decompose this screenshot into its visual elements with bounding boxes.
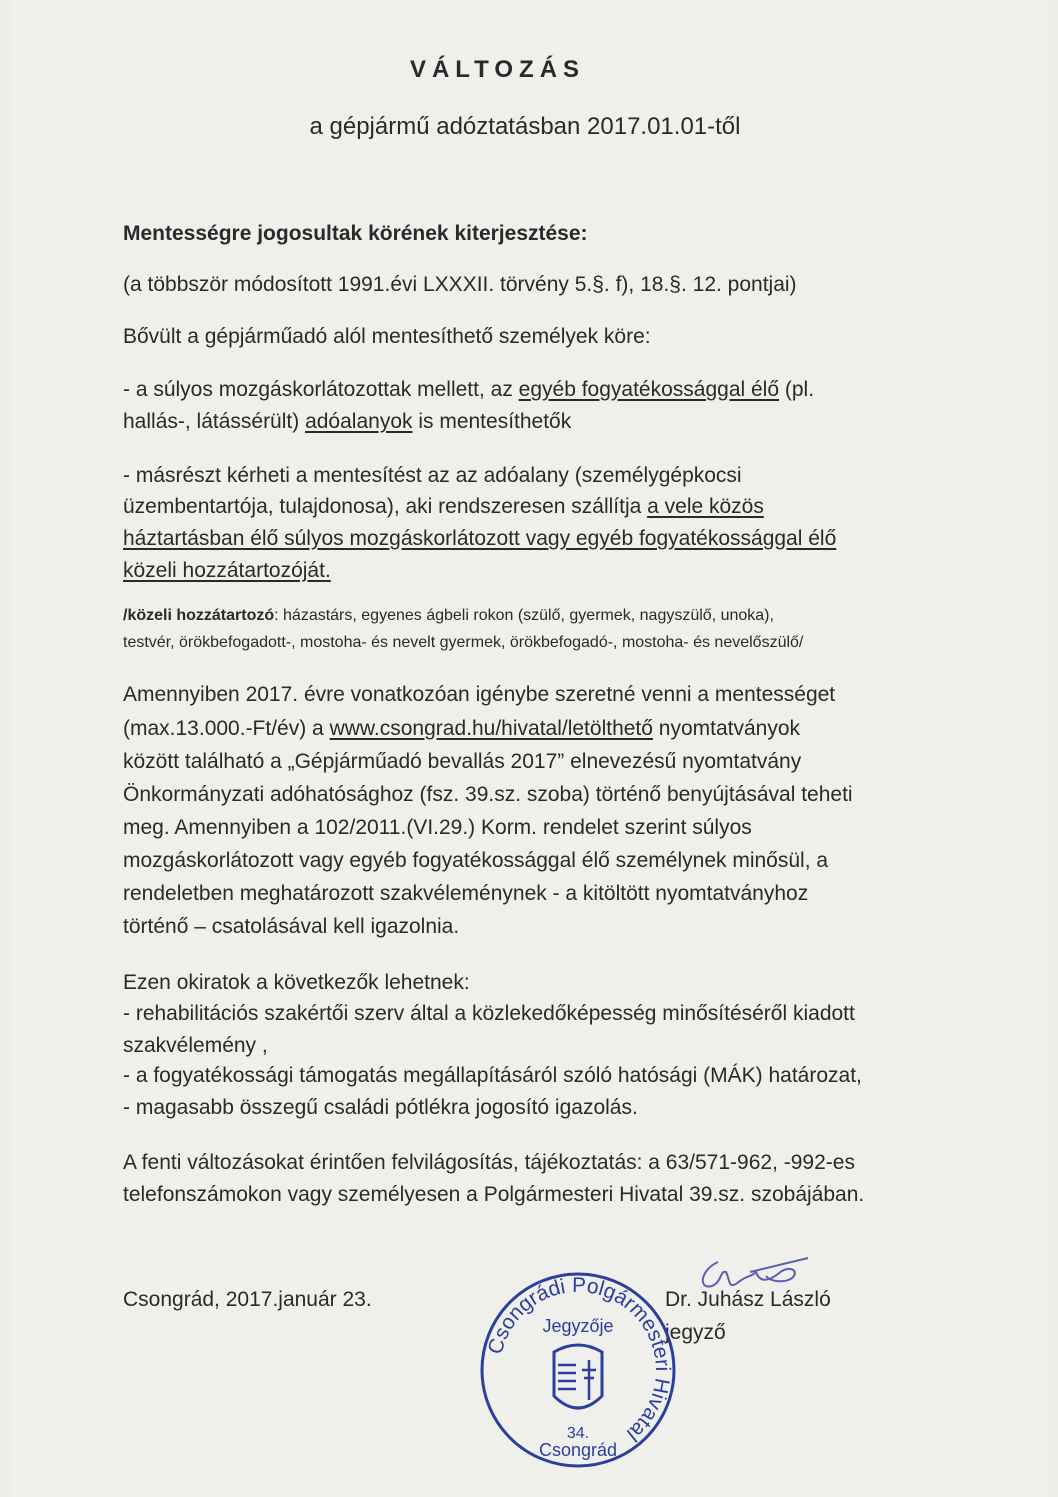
text-line [123,882,808,906]
text-segment: is mentesíthetők [412,410,572,433]
text-line [123,971,470,995]
svg-text:Jegyzője: Jegyzője [542,1316,614,1336]
underlined-text: a vele közös [647,495,764,518]
text-segment: - magasabb összegű családi pótlékra jogosító igazolás. [123,1096,638,1119]
text-line [123,559,331,583]
text-line [123,1002,855,1026]
text-line [123,464,742,488]
text-line [123,1034,268,1058]
text-line [123,495,764,519]
underlined-text: háztartásban élő súlyos mozgáskorlátozott vagy egyéb fogyatékossággal élő [123,527,837,550]
text-line [123,849,828,873]
website-link[interactable]: www.csongrad.hu/hivatal/letölthető [329,717,653,740]
text-segment: testvér, örökbefogadott-, mostoha- és nevelt gyermek, örökbefogadó-, mostoha- és nevelőszülő/ [123,634,804,651]
text-segment: /közeli hozzátartozó [123,607,275,624]
document-subtitle: a gépjármű adóztatásban 2017.01.01-től [309,113,741,140]
text-segment: A fenti változásokat érintően felvilágosítás, tájékoztatás: a 63/571-962, -992-es [123,1151,855,1174]
underlined-text: adóalanyok [305,410,413,433]
text-segment: rendeletben meghatározott szakvéleménynek - a kitöltött nyomtatványhoz [123,882,809,905]
text-segment: hallás-, látássérült) [123,410,306,433]
text-segment: - a fogyatékossági támogatás megállapításáról szóló hatósági (MÁK) határozat, [123,1064,862,1087]
text-segment: Csongrád, 2017.január 23. [123,1288,372,1311]
text-segment: telefonszámokon vagy személyesen a Polgármesteri Hivatal 39.sz. szobájában. [123,1183,865,1206]
text-line [123,816,752,840]
text-line [123,273,797,297]
document-page [10,0,1048,1497]
signatory-name: Dr. Juhász László [665,1288,831,1311]
text-segment: - a súlyos mozgáskorlátozottak mellett, az [123,378,519,401]
text-segment: Önkormányzati adóhatósághoz (fsz. 39.sz. szoba) történő benyújtásával teheti [123,783,853,806]
official-stamp [478,1270,678,1470]
text-segment: Amennyiben 2017. évre vonatkozóan igénybe szeretné venni a mentességet [123,683,836,706]
text-line [123,1151,855,1175]
text-line [123,783,853,807]
text-line [123,410,571,434]
text-line [123,1064,862,1088]
text-segment: üzembentartója, tulajdonosa), aki rendszeresen szállítja [123,495,648,518]
text-segment: Bővült a gépjárműadó alól mentesíthető személyek köre: [123,325,651,348]
text-line [123,325,651,349]
text-segment: - rehabilitációs szakértői szerv által a közlekedőképesség minősítéséről kiadott [123,1002,855,1025]
svg-text:Csongrádi Polgármesteri Hivata: Csongrádi Polgármesteri Hivatal [483,1273,675,1446]
text-segment: Ezen okiratok a következők lehetnek: [123,971,470,994]
svg-text:Csongrád: Csongrád [538,1440,618,1460]
text-line [123,1288,372,1312]
text-segment: nyomtatványok [652,717,801,740]
text-segment: között található a „Gépjárműadó bevallás 2017” elnevezésű nyomtatvány [123,750,802,773]
underlined-text: közeli hozzátartozóját. [123,559,331,582]
text-line [123,717,800,741]
text-line [123,527,836,551]
text-segment: (pl. [779,378,815,401]
document-title: VÁLTOZÁS [409,56,586,83]
text-line [123,683,835,707]
text-line [123,1183,864,1207]
text-line [123,915,459,939]
text-segment: mozgáskorlátozott vagy egyéb fogyatékossággal élő személynek minősül, a [123,849,829,872]
text-line [123,1096,638,1120]
text-segment: történő – csatolásával kell igazolnia. [123,915,460,938]
text-line [123,222,588,246]
text-line [123,634,803,652]
text-segment: meg. Amennyiben a 102/2011.(VI.29.) Korm. rendelet szerint súlyos [123,816,752,839]
text-segment: - másrészt kérheti a mentesítést az az adóalany (személygépkocsi [123,464,742,487]
text-segment: : házastárs, egyenes ágbeli rokon (szülő, gyermek, nagyszülő, unoka), [274,607,774,624]
text-line [123,378,814,402]
text-line [123,607,774,625]
text-line [123,750,801,774]
signatory-role: jegyző [665,1321,726,1344]
underlined-text: egyéb fogyatékossággal élő [518,378,780,401]
text-segment: szakvélemény , [123,1034,268,1057]
text-segment: (a többször módosított 1991.évi LXXXII. törvény 5.§. f), 18.§. 12. pontjai) [123,273,797,296]
svg-text:34.: 34. [566,1425,590,1442]
text-segment: (max.13.000.-Ft/év) a [123,717,330,740]
text-segment: Mentességre jogosultak körének kiterjesztése: [123,222,588,245]
